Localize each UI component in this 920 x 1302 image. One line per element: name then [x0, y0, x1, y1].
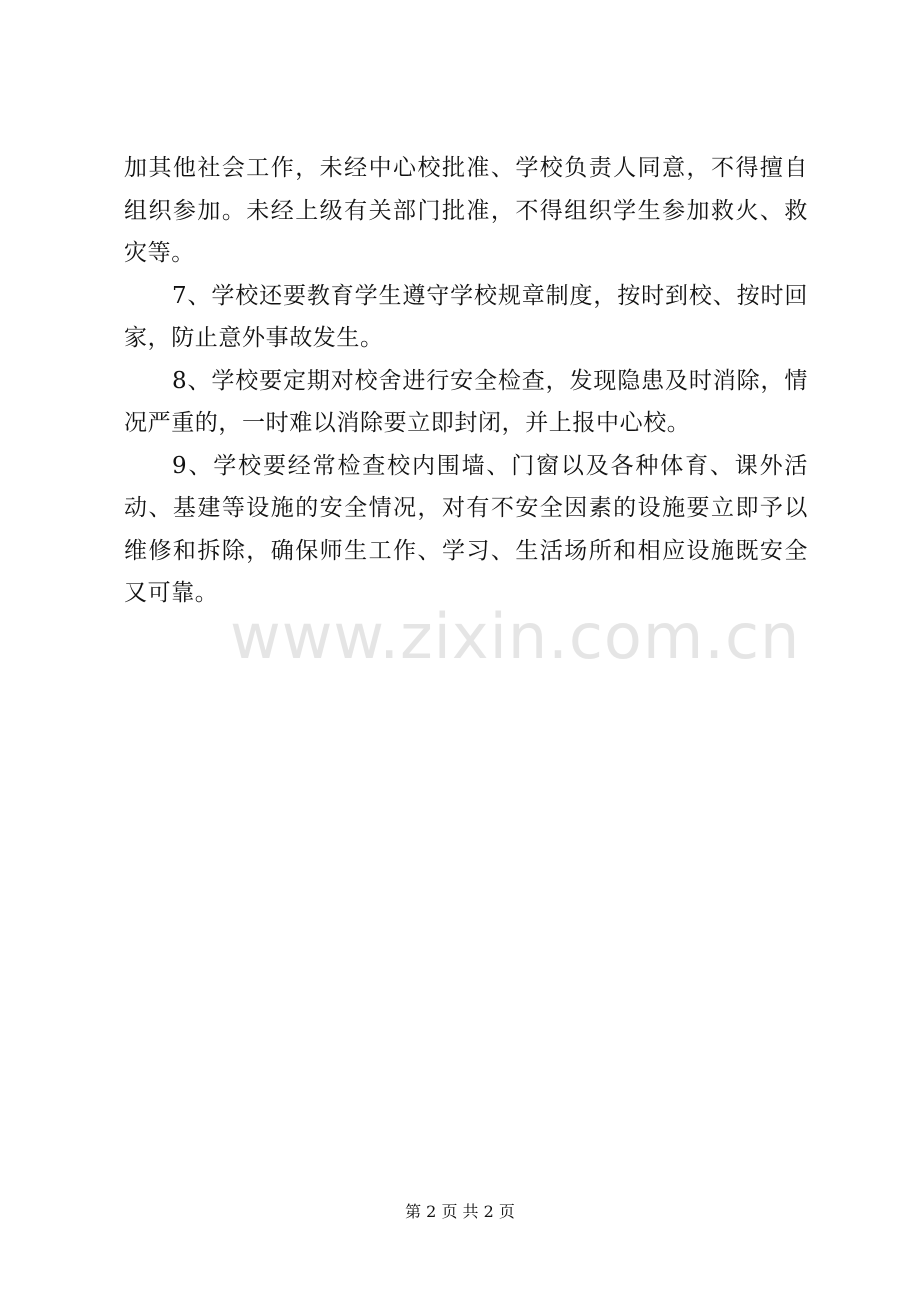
page-number-footer: 第 2 页 共 2 页 [405, 1202, 515, 1221]
paragraph-item-8: 8、学校要定期对校舍进行安全检查，发现隐患及时消除，情况严重的，一时难以消除要立即封闭，并上报中心校。 [124, 367, 808, 436]
document-body [124, 147, 808, 615]
paragraph-item-7: 7、学校还要教育学生遵守学校规章制度，按时到校、按时回家，防止意外事故发生。 [124, 282, 808, 351]
site-watermark: www.zixin.com.cn [230, 600, 801, 673]
paragraph-continuation: 加其他社会工作，未经中心校批准、学校负责人同意，不得擅自组织参加。未经上级有关部门批准，不得组织学生参加救火、救灾等。 [124, 155, 808, 266]
paragraph-item-9: 9、学校要经常检查校内围墙、门窗以及各种体育、课外活动、基建等设施的安全情况，对有不安全因素的设施要立即予以维修和拆除，确保师生工作、学习、生活场所和相应设施既安全又可靠。 [124, 452, 808, 606]
